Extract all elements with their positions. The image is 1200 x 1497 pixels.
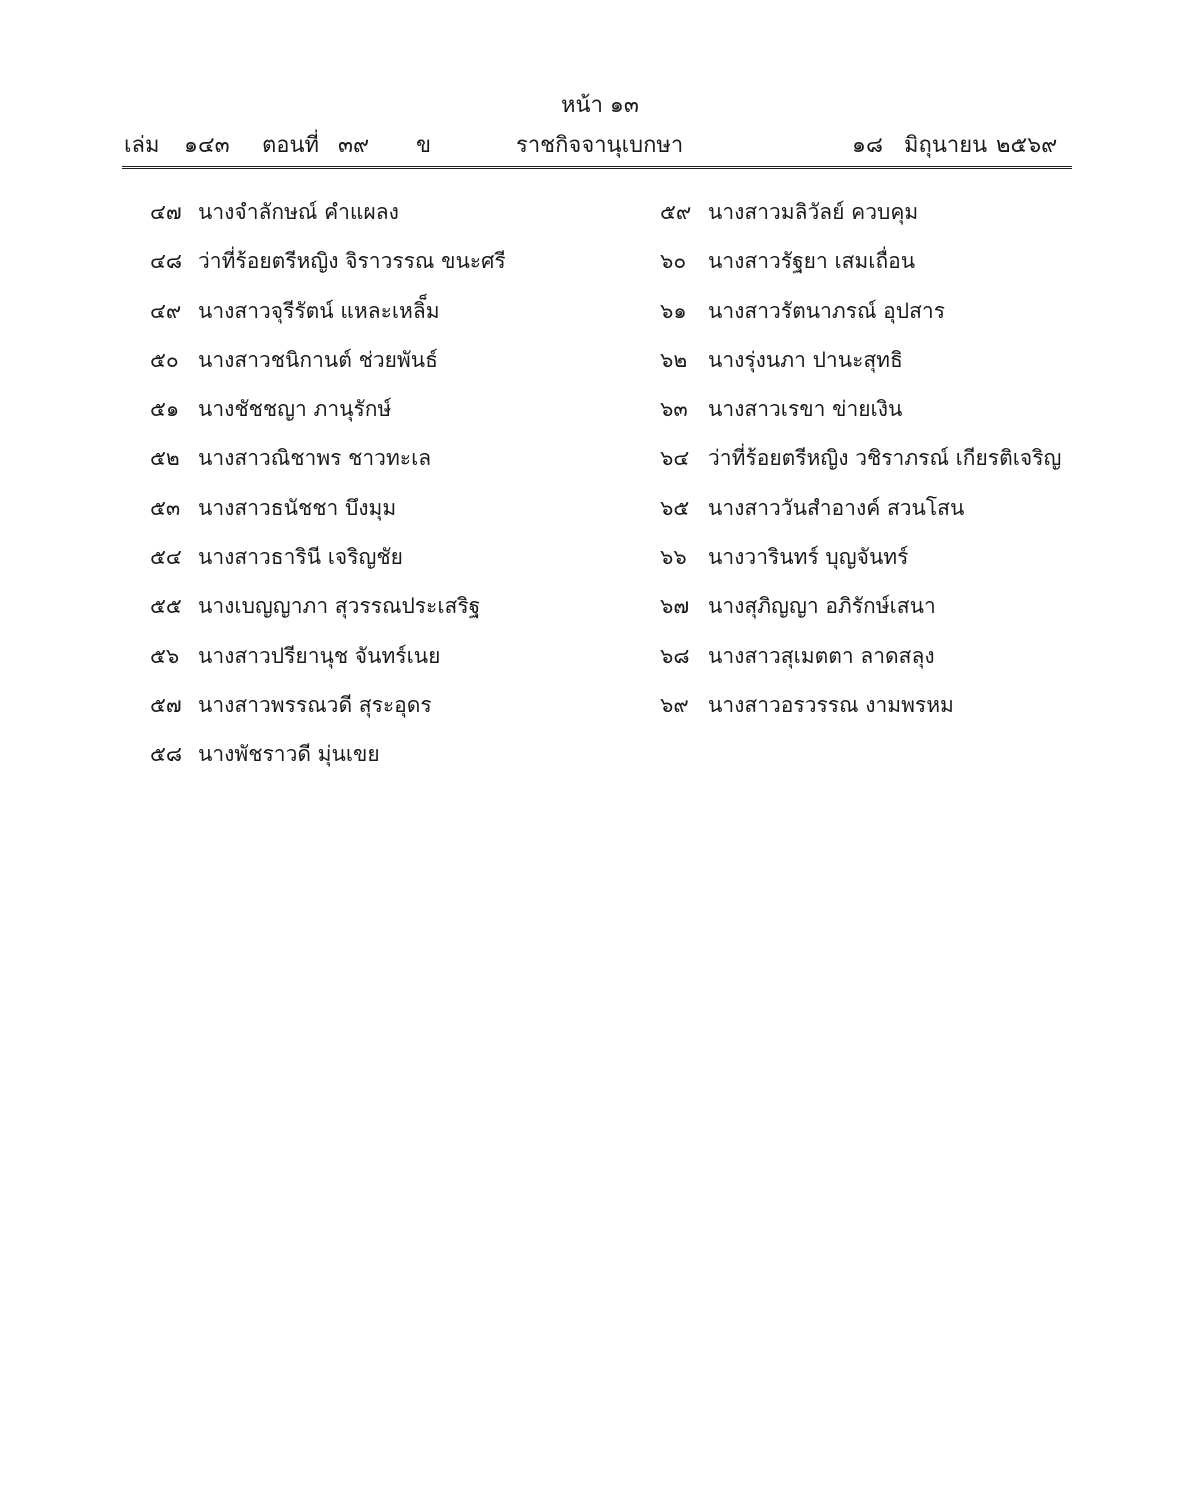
entry-number: ๔๙: [150, 298, 182, 323]
list-item: [150, 196, 620, 245]
entry-name: นางวารินทร์ บุญจันทร์: [708, 545, 909, 570]
gazette-header: [124, 132, 1072, 160]
list-item: [660, 492, 1130, 541]
list-item: [150, 393, 620, 442]
list-item: [660, 541, 1130, 590]
list-item: [150, 590, 620, 639]
entry-number: ๖๙: [660, 692, 689, 717]
gazette-name: ราชกิจจานุเบกษา: [516, 133, 684, 158]
entry-number: ๖๔: [660, 446, 690, 471]
issue-label: ตอนที่: [262, 133, 320, 158]
entry-name: นางสาวสุเมตตา ลาดสลุง: [708, 643, 935, 668]
entry-name: นางสาวธารินี เจริญชัย: [198, 545, 403, 570]
list-item: [660, 442, 1130, 491]
entry-number: ๕๒: [150, 446, 180, 471]
entry-number: ๕๕: [150, 594, 182, 619]
entry-name: นางสาวมลิวัลย์ ควบคุม: [708, 200, 919, 224]
entry-name: นางชัชชญา ภานุรักษ์: [198, 397, 392, 422]
entry-number: ๖๖: [660, 545, 687, 570]
entry-name: นางพัชราวดี มุ่นเขย: [198, 742, 380, 767]
list-item: [150, 640, 620, 689]
entry-name: นางสาวอรวรรณ งามพรหม: [708, 692, 954, 717]
volume-label: เล่ม: [124, 133, 160, 158]
list-item: [660, 245, 1130, 294]
issue-number: ๓๙: [338, 133, 370, 158]
entry-name: นางสาวชนิกานต์ ช่วยพันธ์: [198, 347, 438, 372]
name-list-left: [150, 196, 620, 788]
entry-name: นางรุ่งนภา ปานะสุทธิ: [708, 347, 903, 372]
entry-name: นางสาวจุรีรัตน์ แหละเหลิ็ม: [198, 298, 440, 323]
list-item: [150, 295, 620, 344]
list-item: [150, 492, 620, 541]
list-item: [660, 640, 1130, 689]
volume-number: ๑๔๓: [184, 133, 230, 158]
entry-name: นางเบญญาภา สุวรรณประเสริฐ: [198, 594, 481, 619]
entry-name: นางสาวเรขา ข่ายเงิน: [708, 397, 903, 422]
entry-number: ๕๔: [150, 545, 182, 570]
entry-number: ๖๑: [660, 298, 687, 323]
entry-number: ๕๙: [660, 200, 692, 224]
entry-number: ๕๐: [150, 347, 179, 372]
list-item: [150, 344, 620, 393]
list-item: [660, 590, 1130, 639]
entry-number: ๕๓: [150, 495, 181, 520]
list-item: [660, 295, 1130, 344]
list-item: [660, 344, 1130, 393]
entry-name: นางสาวรัฐยา เสมเถื่อน: [708, 249, 916, 274]
list-item: [150, 689, 620, 738]
list-item: [150, 541, 620, 590]
entry-name: ว่าที่ร้อยตรีหญิง วชิราภรณ์ เกียรติเจริญ: [708, 446, 1062, 471]
entry-number: ๖๕: [660, 495, 690, 520]
entry-number: ๕๖: [150, 643, 180, 668]
entry-number: ๕๑: [150, 397, 180, 422]
entry-number: ๕๗: [150, 692, 182, 717]
page-number: หน้า ๑๓: [561, 93, 639, 118]
entry-name: ว่าที่ร้อยตรีหญิง จิราวรรณ ขนะศรี: [198, 249, 506, 274]
name-list-right: [660, 196, 1130, 738]
list-item: [660, 196, 1130, 245]
entry-name: นางสาวรัตนาภรณ์ อุปสาร: [708, 298, 945, 323]
entry-number: ๖๗: [660, 594, 690, 619]
date-day: ๑๘: [852, 133, 883, 158]
entry-name: นางสาวณิชาพร ชาวทะเล: [198, 446, 432, 471]
entry-name: นางจำลักษณ์ คำแผลง: [198, 200, 399, 224]
entry-number: ๖๒: [660, 347, 688, 372]
list-item: [150, 245, 620, 294]
section-letter: ข: [416, 133, 432, 158]
entry-number: ๕๘: [150, 742, 183, 767]
list-item: [660, 393, 1130, 442]
entry-name: นางสาวธนัชชา บึงมุม: [198, 495, 397, 520]
entry-name: นางสาวพรรณวดี สุระอุดร: [198, 692, 432, 717]
date-month: มิถุนายน: [904, 133, 988, 158]
entry-number: ๔๘: [150, 249, 183, 274]
entry-number: ๖๓: [660, 397, 688, 422]
entry-name: นางสุภิญญา อภิรักษ์เสนา: [708, 594, 936, 619]
date-year: ๒๕๖๙: [996, 133, 1058, 158]
list-item: [660, 689, 1130, 738]
entry-name: นางสาวปรียานุช จันทร์เนย: [198, 643, 441, 668]
list-item: [150, 738, 620, 787]
header-divider: [122, 166, 1072, 169]
entry-number: ๔๗: [150, 200, 182, 224]
entry-name: นางสาววันสำอางค์ สวนโสน: [708, 495, 965, 520]
list-item: [150, 442, 620, 491]
entry-number: ๖๘: [660, 643, 690, 668]
entry-number: ๖๐: [660, 249, 687, 274]
